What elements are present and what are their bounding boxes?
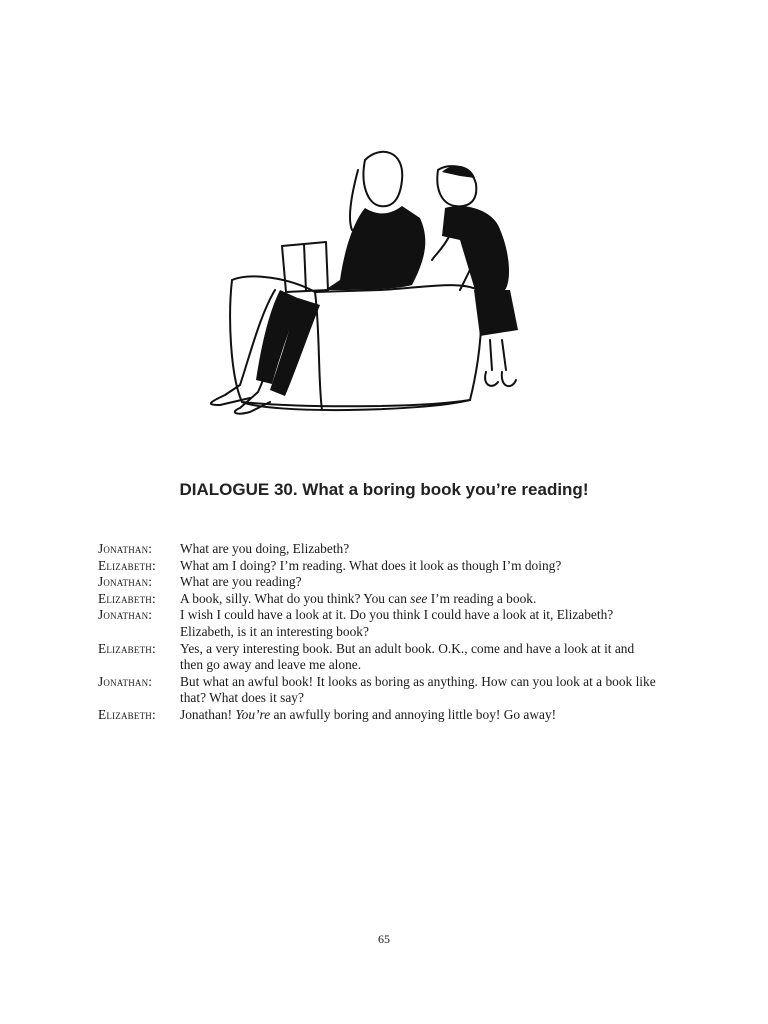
line-text: [180, 591, 658, 608]
line-text: [180, 574, 658, 591]
dialogue-line: [98, 591, 658, 608]
line-text-segment: I wish I could have a look at it. Do you think I could have a look at it, Elizabeth? Elizabeth, is it an interesting book?: [180, 607, 614, 639]
dialogue-line: [98, 558, 658, 575]
line-text-segment: I’m reading a book.: [427, 590, 537, 606]
line-text: [180, 641, 658, 674]
speaker-label: Elizabeth:: [98, 590, 156, 606]
speaker-label: Jonathan:: [98, 574, 153, 590]
dialogue-line: [98, 574, 658, 591]
line-text-segment: A book, silly. What do you think? You can: [180, 590, 411, 606]
dialogue-line: [98, 607, 658, 640]
speaker-label: Elizabeth:: [98, 557, 156, 573]
dialogue-block: [98, 541, 658, 724]
line-text-segment: What are you doing, Elizabeth?: [180, 541, 350, 556]
speaker-label: Elizabeth:: [98, 706, 156, 722]
speaker-label: Jonathan:: [98, 673, 153, 689]
line-text-segment: Jonathan!: [180, 706, 236, 722]
line-text-segment: What am I doing? I’m reading. What does it look as though I’m doing?: [180, 557, 562, 573]
dialogue-line: [98, 674, 658, 707]
speaker-label: Jonathan:: [98, 541, 153, 556]
dialogue-line: [98, 541, 658, 558]
emphasis-text: You’re: [235, 706, 271, 722]
emphasis-text: see: [410, 590, 428, 606]
line-text-segment: What are you reading?: [180, 574, 302, 590]
line-text: [180, 707, 658, 724]
line-text: [180, 674, 658, 707]
speaker-label: Elizabeth:: [98, 640, 156, 656]
line-text: [180, 607, 658, 640]
line-text: [180, 558, 658, 575]
speaker-label: Jonathan:: [98, 607, 153, 623]
dialogue-line: [98, 641, 658, 674]
line-text-segment: Yes, a very interesting book. But an adult book. O.K., come and have a look at it and then go away and leave me alone.: [180, 640, 635, 673]
dialogue-line: [98, 707, 658, 724]
line-text-segment: But what an awful book! It looks as boring as anything. How can you look at a book like that? What does it say?: [180, 673, 656, 706]
line-text: [180, 541, 658, 558]
illustration: [180, 140, 540, 430]
line-text-segment: an awfully boring and annoying little boy! Go away!: [270, 706, 557, 722]
page-number: 65: [378, 932, 390, 946]
dialogue-heading: DIALOGUE 30. What a boring book you’re reading!: [179, 480, 589, 499]
